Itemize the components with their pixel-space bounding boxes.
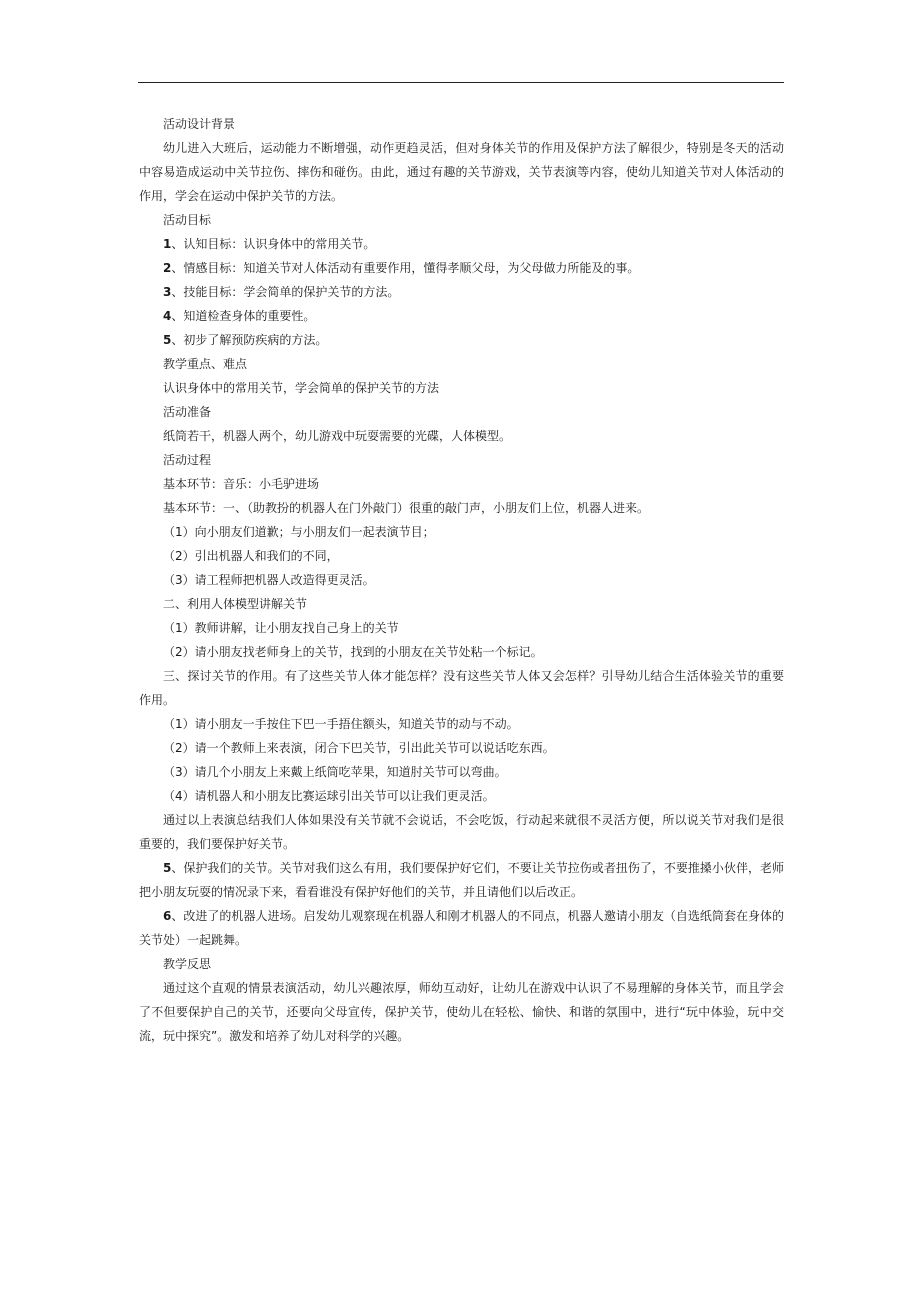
- paragraph: [139, 760, 784, 784]
- paragraph-text: 教学重点、难点: [163, 357, 248, 371]
- paragraph: [139, 208, 784, 232]
- list-number: 6: [163, 909, 172, 923]
- paragraph-text: 活动设计背景: [163, 117, 236, 131]
- paragraph-text: （1）向小朋友们道歉；与小朋友们一起表演节目；: [163, 525, 435, 539]
- paragraph-text: 活动准备: [163, 405, 212, 419]
- paragraph-text: 三、探讨关节的作用。有了这些关节人体才能怎样？没有这些关节人体又会怎样？引导幼儿结合生活体验关节的重要作用。: [139, 669, 784, 707]
- paragraph: [139, 304, 784, 328]
- list-number: 2: [163, 261, 172, 275]
- list-number: 5: [163, 333, 172, 347]
- paragraph: [139, 328, 784, 352]
- paragraph: [139, 496, 784, 520]
- paragraph-text: 活动过程: [163, 453, 212, 467]
- paragraph: [139, 856, 784, 904]
- paragraph-text: 、改进了的机器人进场。启发幼儿观察现在机器人和刚才机器人的不同点，机器人邀请小朋友（自选纸筒套在身体的关节处）一起跳舞。: [139, 909, 784, 947]
- paragraph: [139, 400, 784, 424]
- paragraph-text: 二、利用人体模型讲解关节: [163, 597, 308, 611]
- paragraph-text: 活动目标: [163, 213, 212, 227]
- paragraph: [139, 808, 784, 856]
- paragraph-text: 认识身体中的常用关节，学会简单的保护关节的方法: [163, 381, 440, 395]
- paragraph-text: （1）教师讲解，让小朋友找自己身上的关节: [163, 621, 399, 635]
- paragraph: [139, 592, 784, 616]
- paragraph-text: 教学反思: [163, 957, 212, 971]
- list-number: 3: [163, 285, 172, 299]
- paragraph-text: 、情感目标：知道关节对人体活动有重要作用，懂得孝顺父母，为父母做力所能及的事。: [171, 261, 640, 275]
- paragraph-text: 、技能目标：学会简单的保护关节的方法。: [171, 285, 400, 299]
- paragraph-text: （3）请几个小朋友上来戴上纸筒吃苹果，知道肘关节可以弯曲。: [163, 765, 507, 779]
- paragraph: [139, 664, 784, 712]
- paragraph-text: 幼儿进入大班后，运动能力不断增强，动作更趋灵活，但对身体关节的作用及保护方法了解很少，特别是冬天的活动中容易造成运动中关节拉伤、摔伤和碰伤。由此，通过有趣的关节游戏，关节表演等内容，使幼儿知道关节对人体活动的作用，学会在运动中保护关节的方法。: [139, 141, 784, 203]
- paragraph: [139, 376, 784, 400]
- paragraph: [139, 544, 784, 568]
- paragraph: [139, 256, 784, 280]
- paragraph: [139, 712, 784, 736]
- paragraph: [139, 568, 784, 592]
- paragraph: [139, 736, 784, 760]
- paragraph-text: 、知道检查身体的重要性。: [171, 309, 316, 323]
- paragraph-text: （3）请工程师把机器人改造得更灵活。: [163, 573, 375, 587]
- paragraph-text: 、保护我们的关节。关节对我们这么有用，我们要保护好它们，不要让关节拉伤或者扭伤了，不要推搡小伙伴，老师把小朋友玩耍的情况录下来，看看谁没有保护好他们的关节，并且请他们以后改正。: [139, 861, 784, 899]
- paragraph-text: （2）请小朋友找老师身上的关节，找到的小朋友在关节处粘一个标记。: [163, 645, 543, 659]
- paragraph: [139, 784, 784, 808]
- paragraph: [139, 112, 784, 136]
- paragraph-text: 基本环节：音乐：小毛驴进场: [163, 477, 320, 491]
- paragraph: [139, 352, 784, 376]
- paragraph-text: 通过以上表演总结我们人体如果没有关节就不会说话，不会吃饭，行动起来就很不灵活方便，所以说关节对我们是很重要的，我们要保护好关节。: [139, 813, 784, 851]
- paragraph: [139, 136, 784, 208]
- paragraph: [139, 280, 784, 304]
- paragraph: [139, 616, 784, 640]
- paragraph: [139, 520, 784, 544]
- paragraph: [139, 640, 784, 664]
- paragraph: [139, 472, 784, 496]
- paragraph-text: （2）请一个教师上来表演，闭合下巴关节，引出此关节可以说话吃东西。: [163, 741, 555, 755]
- paragraph: [139, 952, 784, 976]
- paragraph-text: 通过这个直观的情景表演活动，幼儿兴趣浓厚，师幼互动好，让幼儿在游戏中认识了不易理解的身体关节，而且学会了不但要保护自己的关节，还要向父母宣传，保护关节，使幼儿在轻松、愉快、和谐的氛围中，进行“玩中体验，玩中交流，玩中探究”。激发和培养了幼儿对科学的兴趣。: [139, 981, 784, 1043]
- paragraph: [139, 424, 784, 448]
- paragraph-text: （2）引出机器人和我们的不同，: [163, 549, 339, 563]
- list-number: 5: [163, 861, 172, 875]
- paragraph: [139, 976, 784, 1048]
- header-rule: [138, 82, 784, 83]
- paragraph-text: （4）请机器人和小朋友比赛运球引出关节可以让我们更灵活。: [163, 789, 495, 803]
- paragraph: [139, 232, 784, 256]
- paragraph-text: 、初步了解预防疾病的方法。: [171, 333, 328, 347]
- list-number: 4: [163, 309, 172, 323]
- paragraph: [139, 448, 784, 472]
- paragraph-text: 纸筒若干，机器人两个，幼儿游戏中玩耍需要的光碟，人体模型。: [163, 429, 512, 443]
- document-body: [139, 112, 784, 1048]
- list-number: 1: [163, 237, 172, 251]
- paragraph-text: 、认知目标：认识身体中的常用关节。: [171, 237, 376, 251]
- paragraph: [139, 904, 784, 952]
- paragraph-text: （1）请小朋友一手按住下巴一手捂住额头，知道关节的动与不动。: [163, 717, 519, 731]
- paragraph-text: 基本环节：一、（助教扮的机器人在门外敲门）很重的敲门声，小朋友们上位，机器人进来。: [163, 501, 650, 515]
